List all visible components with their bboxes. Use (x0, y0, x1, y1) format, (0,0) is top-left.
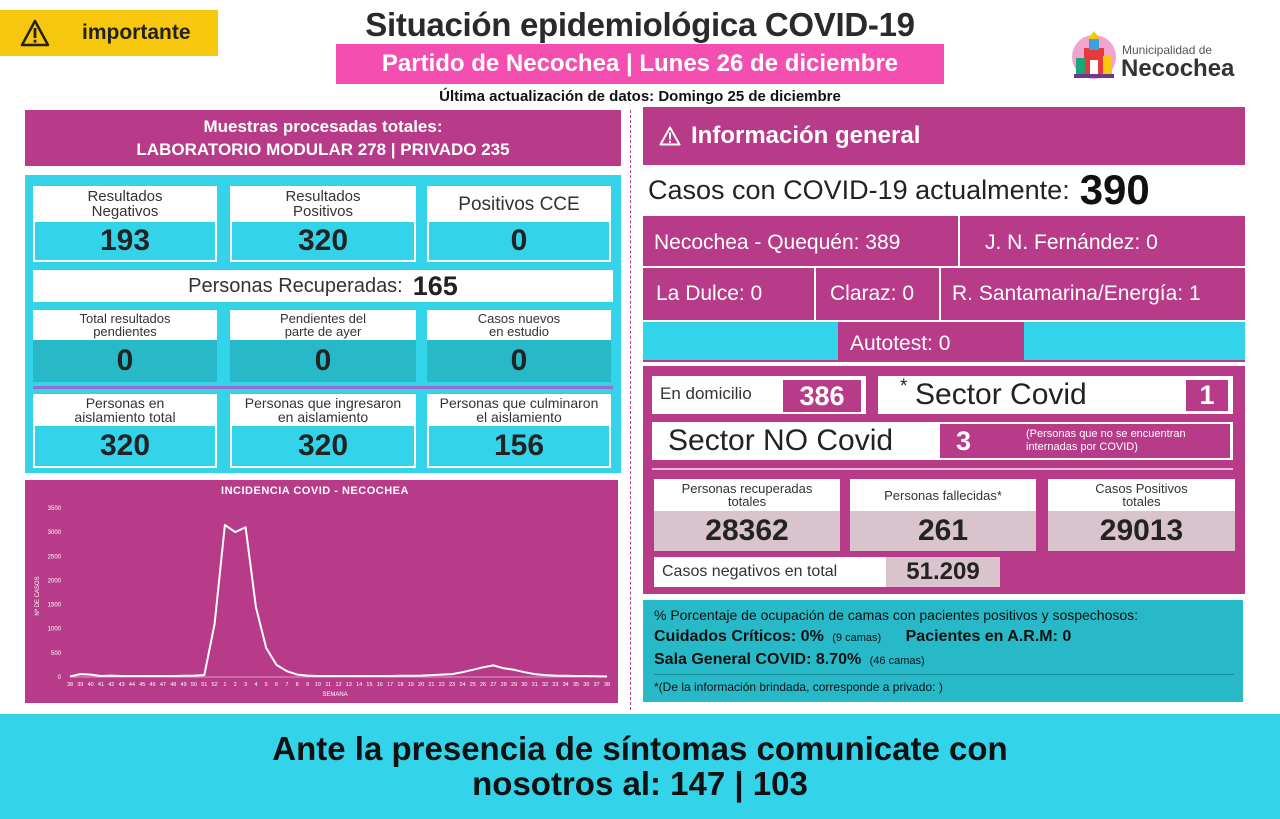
negativos-total-label: Casos negativos en total (662, 563, 838, 580)
chart-x-tick-label: 35 (572, 682, 580, 688)
loc-fernandez: J. N. Fernández: 0 (985, 231, 1158, 254)
page-title: Situación epidemiológica COVID-19 (365, 6, 915, 43)
culminaron-label: Personas que culminaron el aislamiento (427, 394, 611, 426)
chart-x-tick-label: 14 (356, 682, 363, 688)
camas-sala: Sala General COVID: 8.70% (46 camas) (654, 651, 925, 668)
chart-x-tick-label: 26 (480, 682, 487, 688)
incidence-chart-svg (25, 480, 618, 703)
town-logo-icon (1070, 30, 1118, 82)
chart-x-tick-label: 38 (603, 682, 611, 688)
loc-divider-2 (814, 266, 816, 320)
casos-nuevos-value: 0 (427, 340, 611, 382)
chart-xlabel: SEMANA (322, 692, 348, 698)
chart-x-tick-label: 43 (118, 682, 125, 688)
importante-badge (0, 10, 218, 56)
warning-icon (20, 19, 50, 47)
recuperadas-row (33, 270, 613, 302)
muestras-header (25, 110, 621, 166)
domicilio-value: 386 (783, 380, 861, 412)
sector-no-covid-value: 3 (956, 426, 972, 456)
camas-criticos: Cuidados Críticos: 0% (9 camas) Pacientes en A.R.M: 0 (654, 628, 1072, 645)
chart-x-tick-label: 18 (397, 682, 404, 688)
sector-covid-mark: * (900, 376, 908, 397)
chart-x-tick-label: 15 (366, 682, 373, 688)
chart-x-tick-label: 1 (223, 682, 227, 688)
muestras-line1: Muestras procesadas totales: (203, 116, 443, 136)
loc-cyan-right (1024, 322, 1245, 360)
loc-claraz: Claraz: 0 (830, 282, 915, 305)
footer-line1: Ante la presencia de síntomas comunicate con (272, 729, 1008, 767)
municipal-logo (1070, 30, 1260, 86)
update-date: Última actualización de datos: Domingo 25 de diciembre (439, 88, 841, 105)
chart-x-tick-label: 38 (66, 682, 74, 688)
chart-ylabel: Nº DE CASOS (35, 576, 41, 616)
chart-title: INCIDENCIA COVID - NECOCHEA (221, 485, 409, 497)
sector-covid-value: 1 (1186, 380, 1228, 411)
casos-actuales-value: 390 (1079, 166, 1150, 213)
chart-x-tick-label: 28 (500, 682, 507, 688)
loc-divider-1 (958, 216, 960, 266)
sector-no-covid-label: Sector NO Covid (668, 424, 894, 457)
chart-y-tick-label: 3500 (47, 506, 61, 512)
chart-x-tick-label: 31 (531, 682, 538, 688)
chart-x-tick-label: 13 (345, 682, 352, 688)
chart-x-tick-label: 33 (552, 682, 559, 688)
logo-top-text: Municipalidad de (1122, 43, 1213, 57)
negativos-label: Resultados Negativos (33, 186, 217, 222)
chart-y-tick-label: 500 (50, 650, 61, 657)
aislamiento-total-value: 320 (33, 426, 217, 468)
chart-x-tick-label: 9 (305, 682, 310, 688)
chart-x-tick-label: 12 (335, 682, 342, 688)
loc-santamarina: R. Santamarina/Energía: 1 (952, 282, 1201, 305)
chart-x-tick-label: 40 (87, 682, 94, 688)
recuperadas-label: Personas Recuperadas: (188, 274, 403, 297)
chart-x-tick-label: 25 (469, 682, 476, 688)
domicilio-label: En domicilio (660, 384, 752, 403)
chart-x-tick-label: 16 (376, 682, 383, 688)
chart-y-tick-label: 2000 (47, 578, 61, 585)
cce-value: 0 (427, 222, 611, 262)
ingresaron-value: 320 (230, 426, 416, 468)
positivos-totales-value: 29013 (1048, 511, 1235, 551)
chart-x-tick-label: 7 (285, 682, 289, 688)
camas-footnote: *(De la información brindada, corresponde a privado: ) (654, 680, 943, 694)
ingresaron-label: Personas que ingresaron en aislamiento (230, 394, 416, 426)
loc-row-divider (643, 266, 1245, 268)
camas-divider (654, 674, 1234, 675)
negativos-value: 193 (33, 222, 217, 262)
internaciones-separator (652, 468, 1233, 470)
chart-x-tick-label: 3 (244, 682, 248, 688)
chart-x-tick-label: 47 (159, 682, 167, 688)
casos-actuales-label: Casos con COVID-19 actualmente: (648, 174, 1070, 205)
chart-x-tick-label: 17 (387, 682, 394, 688)
loc-autotest: Autotest: 0 (850, 332, 951, 355)
chart-x-tick-label: 46 (149, 682, 156, 688)
incidence-chart (25, 480, 618, 703)
chart-x-tick-label: 22 (438, 682, 445, 688)
column-divider (630, 110, 631, 710)
chart-x-tick-label: 4 (254, 682, 258, 688)
chart-x-tick-label: 5 (264, 682, 268, 688)
chart-y-tick-label: 1500 (47, 602, 61, 609)
chart-x-tick-label: 6 (275, 682, 279, 688)
muestras-line2: LABORATORIO MODULAR 278 | PRIVADO 235 (136, 139, 510, 159)
sector-covid-label: Sector Covid (915, 378, 1087, 411)
aislamiento-total-label: Personas en aislamiento total (33, 394, 217, 426)
chart-x-tick-label: 36 (583, 682, 590, 688)
logo-name: Necochea (1121, 55, 1235, 82)
chart-x-tick-label: 11 (325, 682, 332, 688)
chart-y-tick-label: 0 (57, 675, 61, 681)
recuperadas-totales-value: 28362 (654, 511, 840, 551)
chart-x-tick-label: 44 (128, 682, 136, 688)
pendientes-ayer-label: Pendientes del parte de ayer (230, 310, 416, 340)
positivos-label: Resultados Positivos (230, 186, 416, 222)
positivos-value: 320 (230, 222, 416, 262)
fallecidas-label: Personas fallecidas* (850, 479, 1036, 511)
info-header (643, 107, 1245, 165)
casos-nuevos-label: Casos nuevos en estudio (427, 310, 611, 340)
chart-x-tick-label: 24 (459, 682, 466, 688)
separator-line (33, 386, 613, 389)
chart-x-tick-label: 42 (108, 682, 115, 688)
footer-line2: nosotros al: 147 | 103 (472, 764, 808, 802)
chart-x-tick-label: 51 (201, 682, 208, 688)
positivos-totales-label: Casos Positivos totales (1048, 479, 1235, 511)
chart-x-tick-label: 48 (170, 682, 177, 688)
loc-necochea: Necochea - Quequén: 389 (654, 231, 901, 254)
pendientes-total-value: 0 (33, 340, 217, 382)
warning-icon (659, 126, 681, 146)
chart-x-tick-label: 39 (77, 682, 84, 688)
chart-x-tick-label: 41 (97, 682, 105, 688)
fallecidas-value: 261 (850, 511, 1036, 551)
loc-divider-3 (939, 266, 941, 320)
casos-actuales (648, 166, 1248, 214)
sector-no-covid-note: (Personas que no se encuentran internadas por COVID) (1026, 428, 1186, 454)
recuperadas-value: 165 (412, 270, 458, 301)
chart-x-tick-label: 23 (449, 682, 456, 688)
pendientes-ayer-value: 0 (230, 340, 416, 382)
badge-label: importante (82, 21, 191, 44)
info-title: Información general (691, 122, 921, 149)
negativos-total-value: 51.209 (886, 557, 1000, 587)
chart-x-tick-label: 20 (418, 682, 425, 688)
loc-dulce: La Dulce: 0 (656, 282, 763, 305)
culminaron-value: 156 (427, 426, 611, 468)
camas-heading: % Porcentaje de ocupación de camas con pacientes positivos y sospechosos: (654, 607, 1139, 623)
chart-x-tick-label: 30 (521, 682, 528, 688)
chart-y-tick-label: 2500 (47, 554, 61, 561)
chart-x-tick-label: 52 (211, 682, 218, 688)
footer-banner (0, 714, 1280, 819)
page-subtitle: Partido de Necochea | Lunes 26 de diciembre (336, 44, 944, 84)
chart-x-tick-label: 45 (139, 682, 146, 688)
chart-x-tick-label: 34 (562, 682, 569, 688)
recuperadas-totales-label: Personas recuperadas totales (654, 479, 840, 511)
chart-x-tick-label: 50 (190, 682, 197, 688)
chart-x-tick-label: 21 (428, 682, 435, 688)
chart-x-tick-label: 37 (593, 682, 600, 688)
chart-x-tick-label: 32 (541, 682, 549, 688)
chart-x-tick-label: 8 (295, 682, 299, 688)
incidence-series-line (70, 525, 607, 677)
chart-x-tick-label: 10 (314, 682, 321, 688)
chart-x-tick-label: 27 (490, 682, 497, 688)
loc-cyan-left (643, 322, 838, 360)
cce-label: Positivos CCE (427, 186, 611, 222)
chart-y-tick-label: 3000 (47, 530, 61, 537)
pendientes-total-label: Total resultados pendientes (33, 310, 217, 340)
chart-x-tick-label: 19 (407, 682, 414, 688)
chart-x-tick-label: 29 (510, 682, 518, 688)
chart-y-tick-label: 1000 (47, 626, 61, 633)
chart-x-tick-label: 49 (180, 682, 187, 688)
chart-x-tick-label: 2 (233, 682, 237, 688)
